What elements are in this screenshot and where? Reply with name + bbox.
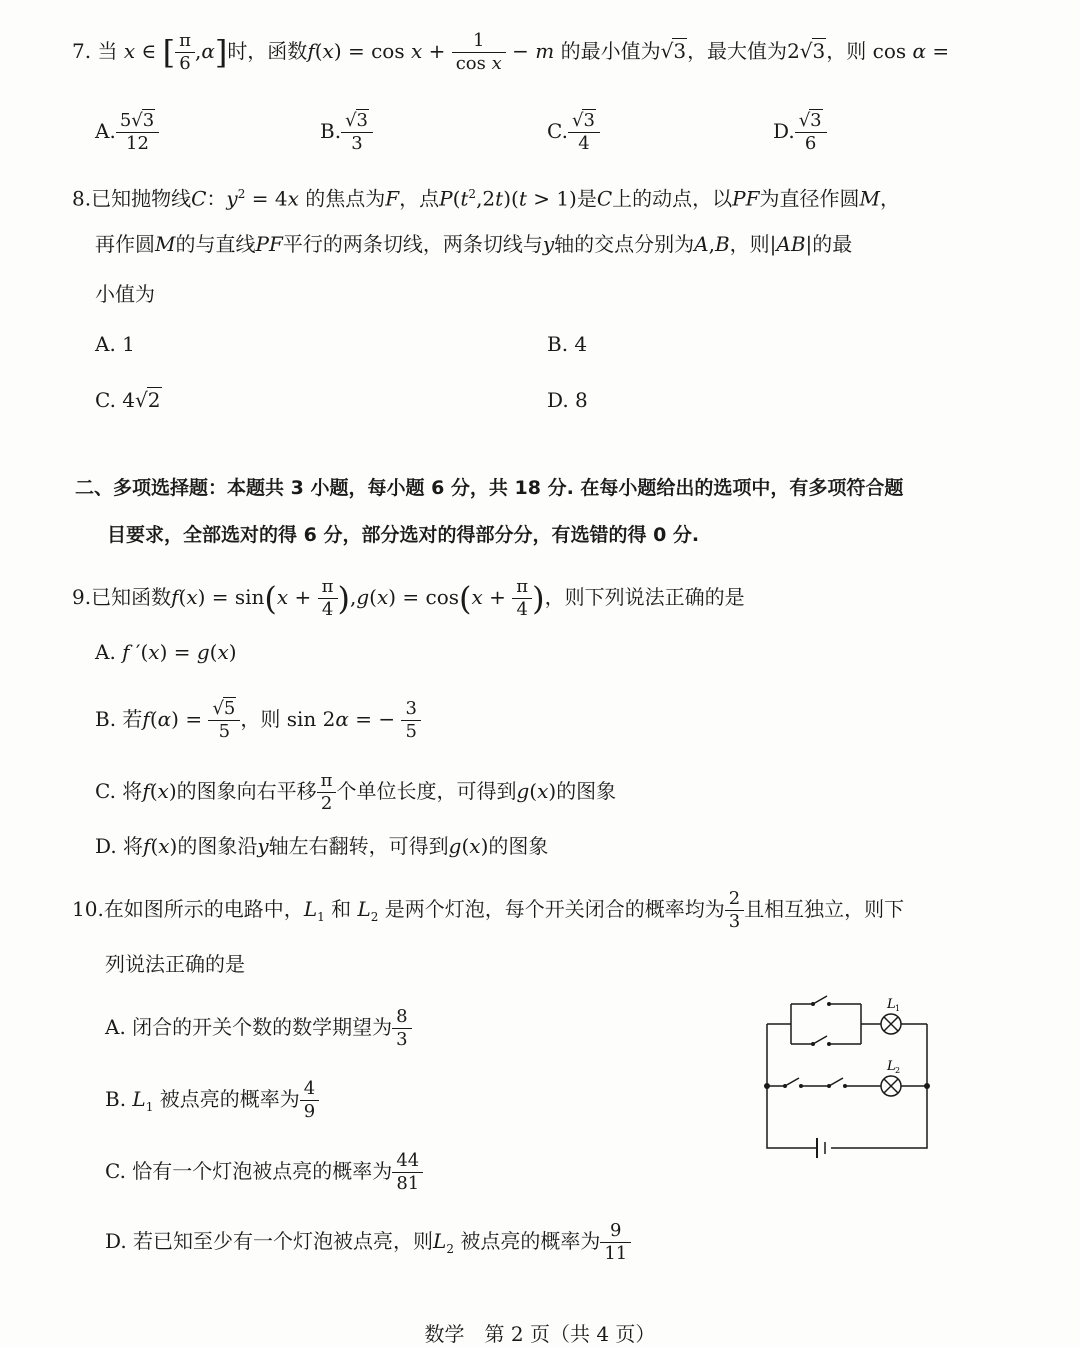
q10-option-c[interactable]: C. 恰有一个灯泡被点亮的概率为 $\frac{44}{81}$ bbox=[105, 1152, 423, 1193]
q7-option-c[interactable]: C. $\frac{√3}{4}$ bbox=[547, 112, 600, 153]
svg-text:L: L bbox=[887, 1059, 896, 1074]
svg-text:L: L bbox=[887, 997, 896, 1012]
q7-option-b[interactable]: B. $\frac{√3}{3}$ bbox=[320, 112, 373, 153]
q9-option-b[interactable]: B. 若f(α) = $\frac{√5}{5}$ ，则 sin 2α = − $\frac{3}{5}$ bbox=[95, 700, 421, 741]
page-footer: 数学 第 2 页（共 4 页） bbox=[424, 1322, 656, 1346]
svg-text:2: 2 bbox=[895, 1066, 901, 1075]
q8-option-d[interactable]: D. 8 bbox=[547, 388, 588, 412]
q9-stem: 9.已知函数f(x) = sin(x + $\frac{\pi}{4}$ ),g(x) = cos(x + $\frac{\pi}{4}$ )，则下列说法正确的是 bbox=[72, 576, 745, 620]
q7-option-d[interactable]: D. $\frac{√3}{6}$ bbox=[773, 112, 827, 153]
q8-option-b[interactable]: B. 4 bbox=[547, 332, 588, 356]
q7-option-a[interactable]: A. $\frac{5√3}{12}$ bbox=[95, 112, 159, 153]
q10-stem-line1: 10.在如图所示的电路中，$L_1$ 和 $L_2$ 是两个灯泡，每个开关闭合的概率均为 $\frac{2}{3}$ 且相互独立，则下 bbox=[72, 888, 905, 932]
q9-option-d[interactable]: D. 将f(x)的图象沿y轴左右翻转，可得到g(x)的图象 bbox=[95, 834, 549, 858]
q10-option-b[interactable]: B. $L_1$ 被点亮的概率为 $\frac{4}{9}$ bbox=[105, 1080, 319, 1121]
circuit-diagram bbox=[755, 990, 945, 1160]
section2-heading-cont: 目要求，全部选对的得 6 分，部分选对的得部分分，有选错的得 0 分. bbox=[107, 524, 700, 546]
q9-option-c[interactable]: C. 将f(x)的图象向右平移 $\frac{\pi}{2}$ 个单位长度，可得到g(x)的图象 bbox=[95, 770, 617, 814]
q8-option-c[interactable]: C. 4√2 bbox=[95, 388, 161, 412]
q10-option-a[interactable]: A. 闭合的开关个数的数学期望为 $\frac{8}{3}$ bbox=[105, 1008, 412, 1049]
q9-option-a[interactable]: A. f ′(x) = g(x) bbox=[95, 640, 237, 664]
svg-text:1: 1 bbox=[895, 1004, 901, 1013]
q8-stem-line2: 再作圆M的与直线PF平行的两条切线，两条切线与y轴的交点分别为A,B，则|AB|的最 bbox=[95, 232, 853, 256]
q8-stem-line3: 小值为 bbox=[95, 282, 155, 306]
q8-option-a[interactable]: A. 1 bbox=[95, 332, 135, 356]
q7-stem: 7. 当 x ∈ [ $\frac{\pi}{6}$ ,α]时，函数f(x) = cos x + $\frac{1}{\text{cos x}}$ − m 的最小值为√3，最大值为2√3，则 cos α = bbox=[72, 30, 950, 74]
q8-stem-line1: 8.已知抛物线C：$y^2 = 4x$ 的焦点为F，点$P(t^2,2t)(t > 1)$是C上的动点，以PF为直径作圆M， bbox=[72, 186, 900, 211]
q10-stem-line2: 列说法正确的是 bbox=[105, 952, 245, 976]
section2-heading: 二、多项选择题：本题共 3 小题，每小题 6 分，共 18 分. 在每小题给出的选项中，有多项符合题 bbox=[75, 477, 904, 499]
q10-option-d[interactable]: D. 若已知至少有一个灯泡被点亮，则$L_2$ 被点亮的概率为 $\frac{9}{11}$ bbox=[105, 1222, 631, 1263]
